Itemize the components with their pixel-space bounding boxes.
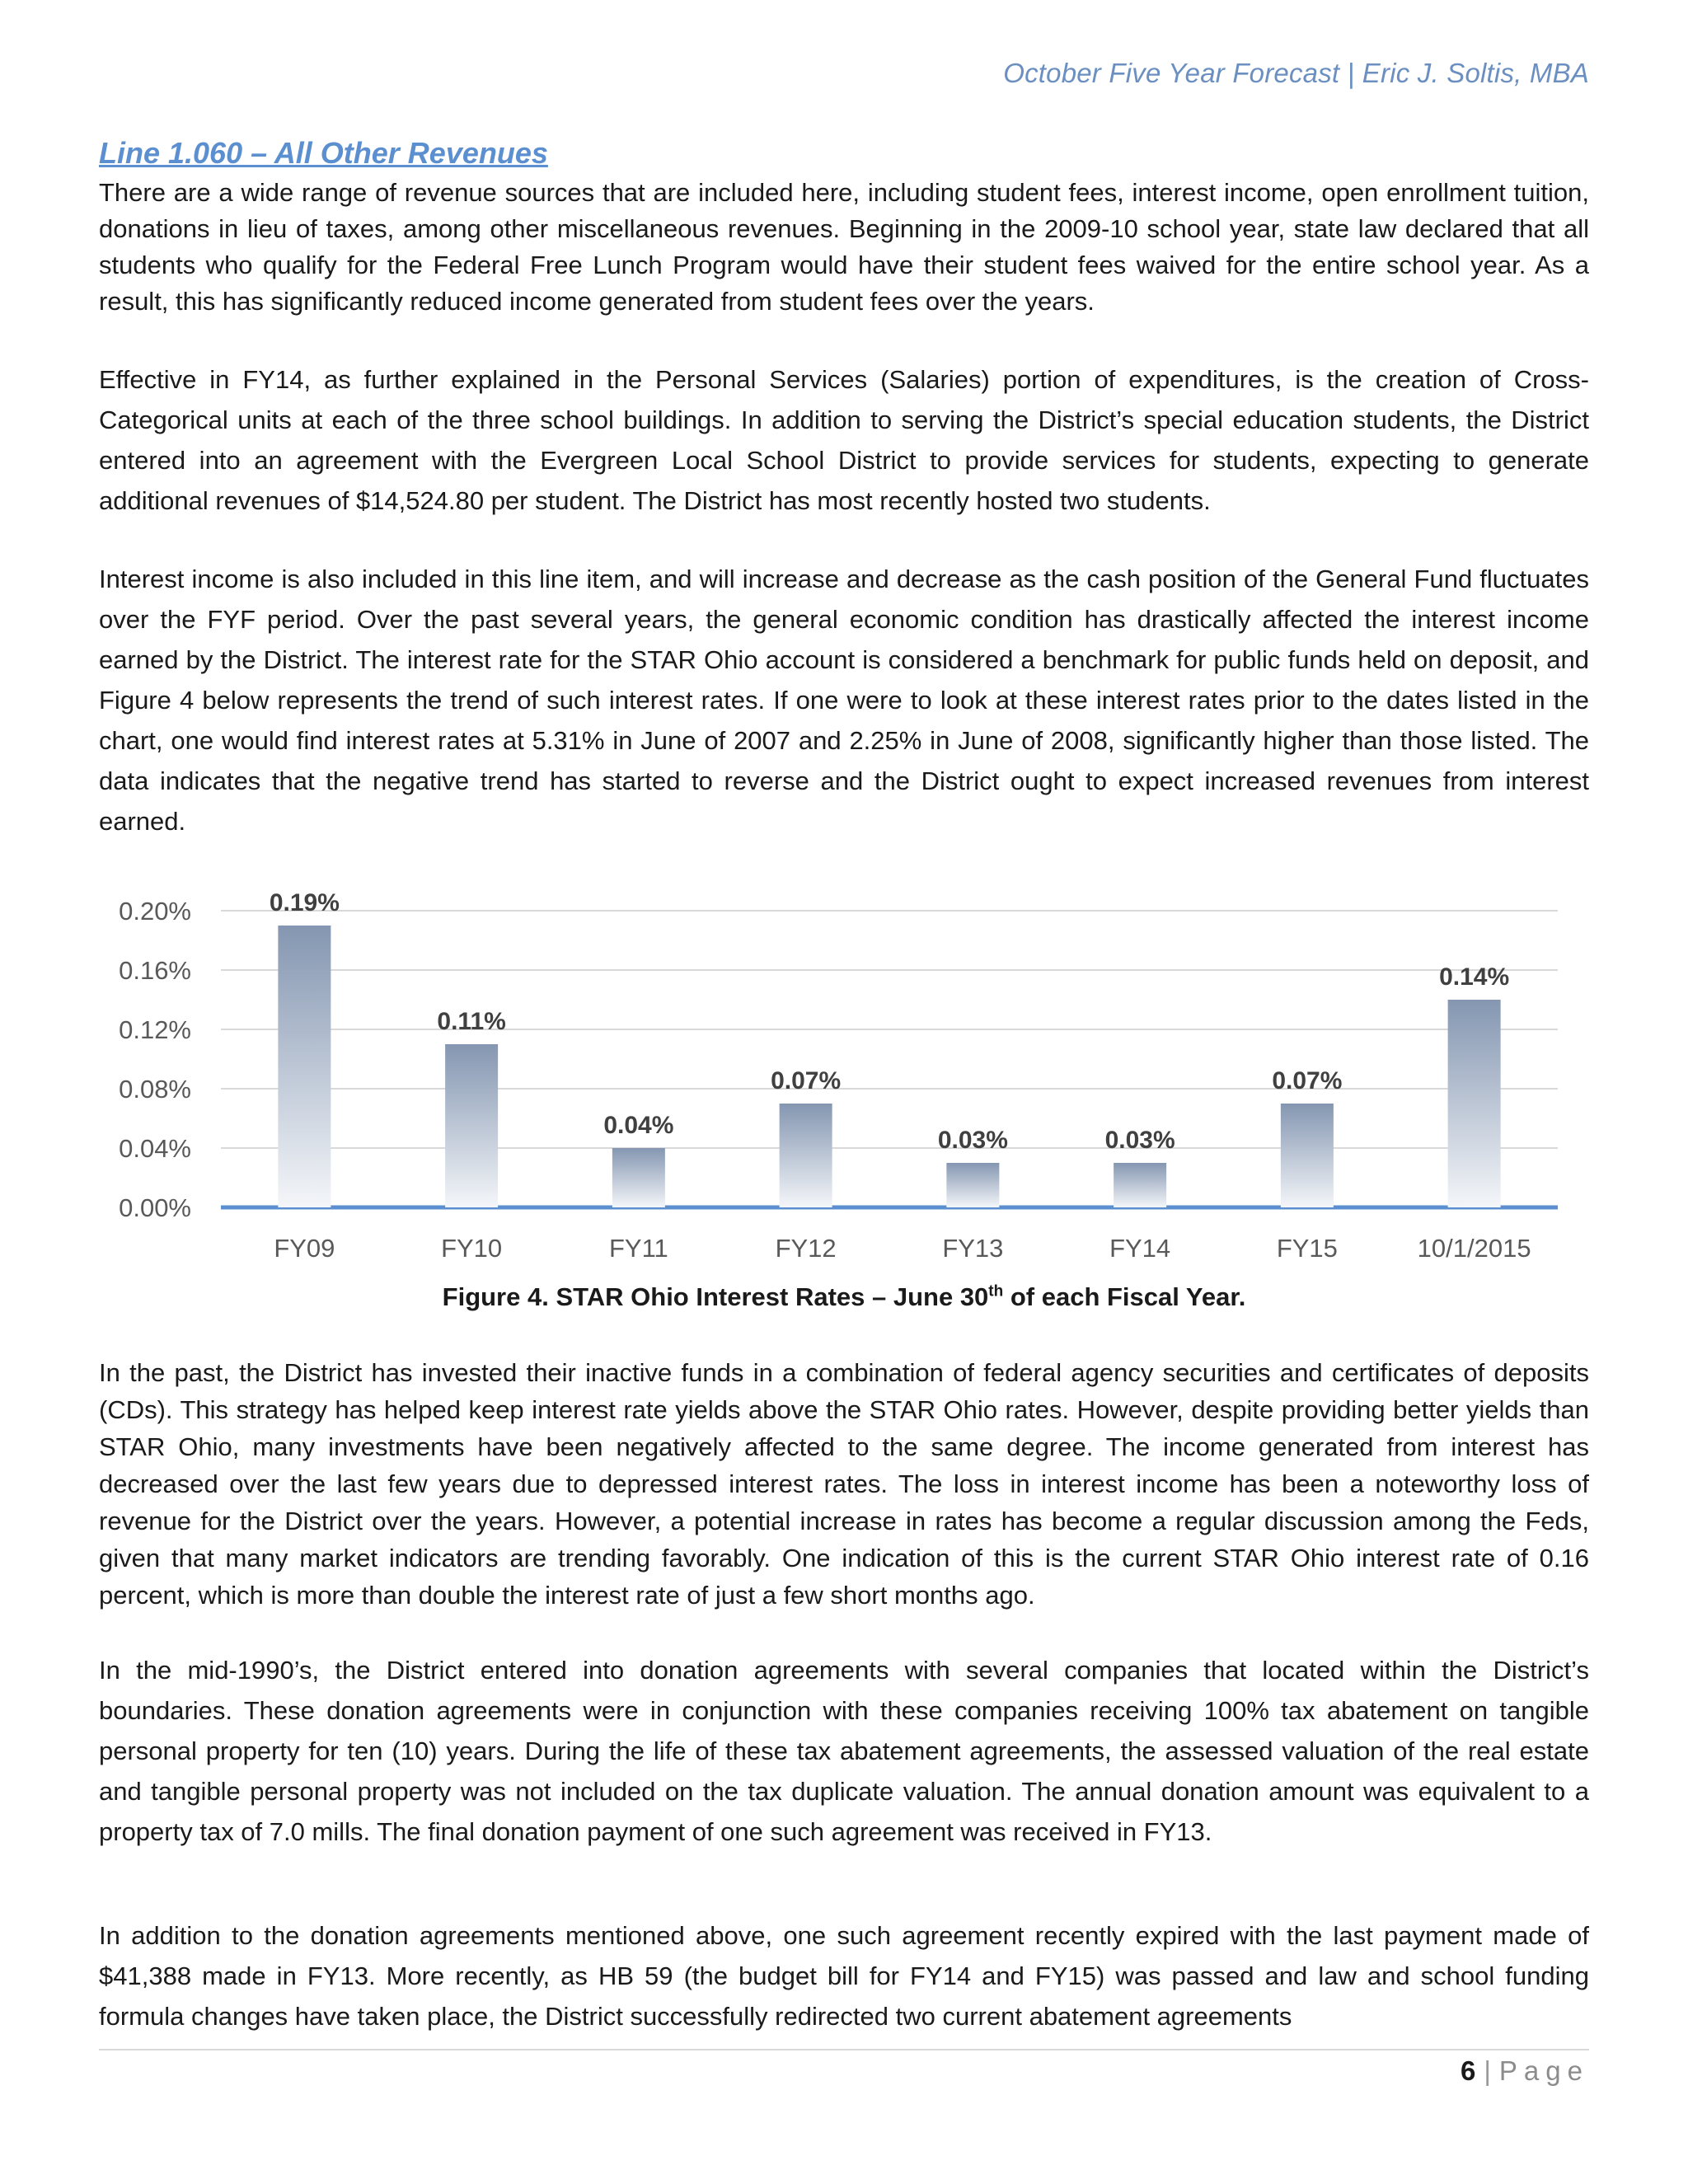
section-title: Line 1.060 – All Other Revenues xyxy=(99,136,548,170)
page-footer xyxy=(99,2055,1589,2087)
y-tick-label: 0.08% xyxy=(119,1075,191,1104)
caption-superscript: th xyxy=(988,1282,1004,1301)
x-tick-label: FY09 xyxy=(274,1234,335,1263)
data-label: 0.03% xyxy=(937,1127,1008,1154)
chart-svg xyxy=(99,874,1589,1269)
y-tick-label: 0.04% xyxy=(119,1134,191,1163)
bar xyxy=(612,1148,665,1207)
page-number: 6 xyxy=(1460,2055,1476,2086)
data-label: 0.04% xyxy=(603,1112,674,1139)
y-tick-label: 0.00% xyxy=(119,1193,191,1222)
y-tick-label: 0.20% xyxy=(119,897,191,926)
chart-bars xyxy=(278,926,1500,1207)
bar xyxy=(1114,1163,1166,1207)
data-label: 0.07% xyxy=(1272,1067,1343,1094)
figure-caption xyxy=(99,1282,1589,1312)
paragraph-interest-income: Interest income is also included in this line item, and will increase and decrease as the cash position of the General Fund fluctuates over the FYF period. Over the past several years, the general economic condition has drastically affected the interest income earned by the District. The interest rate for the STAR Ohio account is considered a benchmark for public funds held on deposit, and Figure 4 below represents the trend of such interest rates. If one were to look at these interest rates prior to the dates listed in the chart, one would find interest rates at 5.31% in June of 2007 and 2.25% in June of 2008, significantly higher than those listed. The data indicates that the negative trend has started to reverse and the District ought to expect increased revenues from interest earned. xyxy=(99,565,1589,836)
paragraph-donation-agreements: In the mid-1990’s, the District entered into donation agreements with several companies that located within the District’s boundaries. These donation agreements were in conjunction with these companies receiving 100% tax abatement on tangible personal property for ten (10) years. During the life of these tax abatement agreements, the assessed valuation of the real estate and tangible personal property was not included on the tax duplicate valuation. The annual donation amount was equivalent to a property tax of 7.0 mills. The final donation payment of one such agreement was received in FY13. xyxy=(99,1656,1589,1846)
data-label: 0.11% xyxy=(437,1008,506,1035)
x-tick-label: FY11 xyxy=(608,1234,668,1263)
footer-divider xyxy=(99,2049,1589,2050)
x-tick-label: FY10 xyxy=(441,1234,503,1263)
data-label: 0.07% xyxy=(771,1067,842,1094)
chart-x-axis xyxy=(274,1234,1531,1263)
y-tick-label: 0.12% xyxy=(119,1015,191,1044)
chart-y-axis xyxy=(119,897,1558,1222)
x-tick-label: FY14 xyxy=(1109,1234,1171,1263)
page-label: Page xyxy=(1498,2055,1589,2086)
paragraph-investments: In the past, the District has invested their inactive funds in a combination of federal agency securities and certificates of deposits (CDs). This strategy has helped keep interest rate yields above the STAR Ohio rates. However, despite providing better yields than STAR Ohio, many investments have been negatively affected to the same degree. The income generated from interest has decreased over the last few years due to depressed interest rates. The loss in interest income has been a noteworthy loss of revenue for the District over the years. However, a potential increase in rates has become a regular discussion among the Feds, given that many market indicators are trending favorably. One indication of this is the current STAR Ohio interest rate of 0.16 percent, which is more than double the interest rate of just a few short months ago. xyxy=(99,1358,1589,1610)
bar xyxy=(780,1104,832,1207)
bar xyxy=(278,926,331,1207)
chart-gridlines xyxy=(221,911,1558,1148)
bar xyxy=(1281,1104,1334,1207)
data-label: 0.03% xyxy=(1104,1127,1175,1154)
bar xyxy=(445,1044,498,1207)
data-label: 0.14% xyxy=(1439,963,1510,991)
x-tick-label: FY13 xyxy=(942,1234,1004,1263)
paragraph-abatement: In addition to the donation agreements mentioned above, one such agreement recently expired with the last payment made of $41,388 made in FY13. More recently, as HB 59 (the budget bill for FY14 and FY15) was passed and law and school funding formula changes have taken place, the District successfully redirected two current abatement agreements xyxy=(99,1921,1589,2031)
caption-tail: of each Fiscal Year. xyxy=(1003,1282,1246,1311)
interest-rate-chart xyxy=(99,874,1589,1269)
paragraph-cross-categorical: Effective in FY14, as further explained in the Personal Services (Salaries) portion of expenditures, is the creation of Cross-Categorical units at each of the three school buildings. In addition to serving the District’s special education students, the District entered into an agreement with the Evergreen Local School District to provide services for students, expecting to generate additional revenues of $14,524.80 per student. The District has most recently hosted two students. xyxy=(99,365,1589,515)
footer-separator: | xyxy=(1484,2055,1491,2086)
bar xyxy=(946,1163,999,1207)
data-label: 0.19% xyxy=(269,889,340,916)
x-tick-label: FY15 xyxy=(1276,1234,1338,1263)
y-tick-label: 0.16% xyxy=(119,956,191,985)
caption-main: Figure 4. STAR Ohio Interest Rates – June 30 xyxy=(442,1282,989,1311)
bar xyxy=(1448,1000,1501,1207)
paragraph-fees: There are a wide range of revenue sources that are included here, including student fees, interest income, open enrollment tuition, donations in lieu of taxes, among other miscellaneous revenues. Beginning in the 2009-10 school year, state law declared that all students who qualify for the Federal Free Lunch Program would have their student fees waived for the entire school year. As a result, this has significantly reduced income generated from student fees over the years. xyxy=(99,178,1589,316)
x-tick-label: FY12 xyxy=(775,1234,837,1263)
x-tick-label: 10/1/2015 xyxy=(1417,1234,1531,1263)
page-header: October Five Year Forecast | Eric J. Soltis, MBA xyxy=(1003,58,1589,88)
